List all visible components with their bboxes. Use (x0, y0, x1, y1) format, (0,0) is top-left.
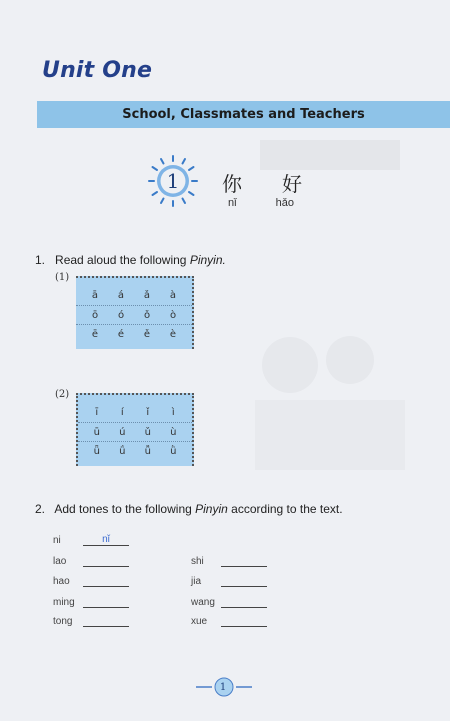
exercise-text: according to the text. (231, 502, 343, 516)
pinyin-syllable: ǘ (119, 446, 126, 457)
tone-answer-field[interactable] (221, 597, 267, 608)
pinyin-row (76, 305, 192, 324)
tone-item-label: hao (53, 576, 70, 587)
tone-answer-field[interactable] (83, 597, 129, 608)
tone-item (191, 576, 267, 587)
tone-item (53, 535, 129, 546)
exercise-text: Add tones to the following (54, 502, 192, 516)
lesson-pinyin-syllable: hǎo (275, 197, 294, 209)
lesson-char: 好 (282, 172, 302, 196)
exercise-1-prompt (35, 253, 226, 267)
pinyin-syllable: ǎ (143, 290, 151, 301)
pinyin-syllable: ē (91, 329, 99, 340)
pinyin-syllable: ǐ (146, 407, 150, 418)
pinyin-syllable: ì (171, 407, 175, 418)
tone-item (53, 576, 129, 587)
pinyin-syllable: ī (95, 407, 99, 418)
tone-item (53, 597, 129, 608)
tone-item-label: ni (53, 535, 61, 546)
pinyin-syllable: è (169, 329, 177, 340)
pinyin-syllable: ū (93, 427, 100, 438)
group-label: (2) (55, 389, 70, 400)
unit-subtitle: School, Classmates and Teachers (122, 107, 365, 122)
group-label: (1) (55, 272, 70, 283)
pinyin-row (78, 422, 192, 441)
pinyin-syllable: á (117, 290, 125, 301)
pinyin-syllable: ǜ (170, 446, 177, 457)
pinyin-row (76, 324, 192, 343)
tone-answer-field[interactable]: nǐ (83, 535, 129, 546)
pinyin-box-2 (76, 393, 194, 466)
pinyin-syllable: ò (169, 310, 177, 321)
page-number-ornament (196, 676, 252, 698)
tone-item-label: ming (53, 597, 75, 608)
lesson-number-badge (147, 155, 199, 207)
tone-item (191, 597, 267, 608)
pinyin-syllable: ǖ (93, 446, 100, 457)
tone-answer-field[interactable] (221, 576, 267, 587)
lesson-pinyin-syllable: nǐ (228, 197, 237, 209)
pinyin-syllable: ě (143, 329, 151, 340)
page-number: 1 (219, 681, 227, 693)
tone-answer-field[interactable] (221, 616, 267, 627)
tone-item-label: wang (191, 597, 215, 608)
lesson-number: 1 (166, 169, 180, 193)
tone-item (53, 556, 129, 567)
pinyin-syllable: ō (91, 310, 99, 321)
pinyin-syllable: à (169, 290, 177, 301)
lesson-title-characters (222, 168, 302, 197)
exercise-text-italic: Pinyin (195, 502, 228, 516)
unit-title: Unit One (42, 58, 153, 83)
pinyin-row (78, 403, 192, 422)
tone-item (191, 556, 267, 567)
tone-item (191, 616, 267, 627)
pinyin-syllable: ù (170, 427, 177, 438)
tone-item-label: lao (53, 556, 67, 567)
pinyin-box-1 (76, 276, 194, 349)
pinyin-syllable: ǔ (144, 427, 151, 438)
tone-item (53, 616, 129, 627)
lesson-title-pinyin (228, 197, 294, 209)
pinyin-syllable: ú (119, 427, 126, 438)
tone-answer-field[interactable] (221, 556, 267, 567)
tone-item-label: jia (191, 576, 202, 587)
exercise-text-italic: Pinyin. (189, 253, 226, 267)
exercise-2-prompt (35, 502, 343, 516)
pinyin-row (76, 286, 192, 305)
unit-subtitle-banner (37, 101, 450, 128)
tone-answer-field[interactable] (83, 556, 129, 567)
tone-item-label: xue (191, 616, 208, 627)
pinyin-syllable: é (117, 329, 125, 340)
exercise-number: 2. (35, 502, 46, 516)
pinyin-syllable: ó (117, 310, 125, 321)
pinyin-syllable: ā (91, 290, 99, 301)
pinyin-syllable: í (120, 407, 124, 418)
exercise-number: 1. (35, 253, 46, 267)
lesson-char: 你 (222, 172, 242, 196)
tone-answer-field[interactable] (83, 616, 129, 627)
pinyin-row (78, 441, 192, 460)
tone-item-label: shi (191, 556, 204, 567)
tone-answer-field[interactable] (83, 576, 129, 587)
tone-item-label: tong (53, 616, 73, 627)
pinyin-syllable: ǒ (143, 310, 151, 321)
exercise-text: Read aloud the following (55, 253, 187, 267)
pinyin-syllable: ǚ (144, 446, 151, 457)
